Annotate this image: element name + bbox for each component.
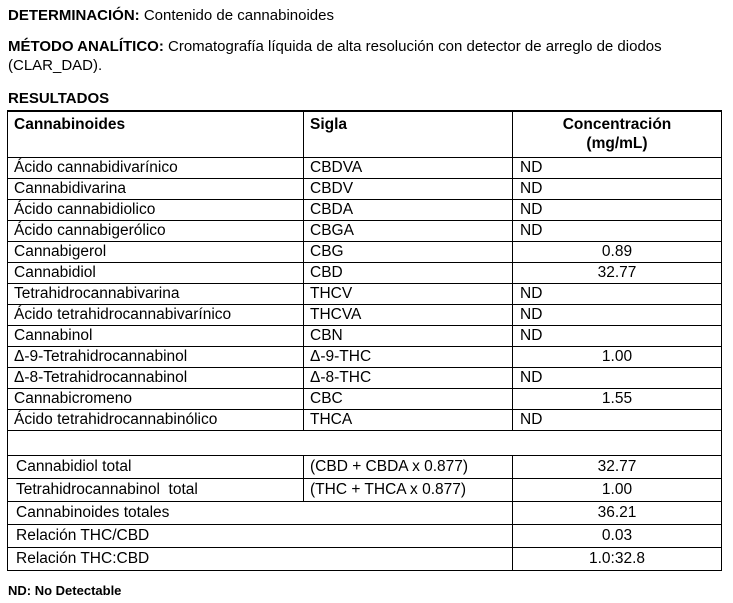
spacer-row — [8, 431, 722, 456]
cannabinoid-name: Ácido cannabigerólico — [8, 221, 304, 242]
relacion2-label: Relación THC:CBD — [8, 548, 513, 571]
cannabinoid-sigla: Δ-9-THC — [304, 347, 513, 368]
determinacion-line — [8, 6, 334, 25]
cannabinoid-sigla: CBGA — [304, 221, 513, 242]
cannabinoid-sigla: CBN — [304, 326, 513, 347]
cannabinoid-name: Ácido tetrahidrocannabinólico — [8, 410, 304, 431]
cannabinoid-concentration: ND — [513, 179, 722, 200]
metodo-line — [8, 37, 724, 75]
thc-total-label: Tetrahidrocannabinol total — [8, 479, 304, 502]
header-concentracion-label: Concentración — [562, 116, 672, 133]
cannabinoid-name: Cannabidivarina — [8, 179, 304, 200]
totales-value: 36.21 — [513, 502, 722, 525]
cannabinoid-name: Cannabinol — [8, 326, 304, 347]
header-cannabinoides: Cannabinoides — [8, 111, 304, 158]
cannabinoid-name: Δ-9-Tetrahidrocannabinol — [8, 347, 304, 368]
cannabinoid-name: Cannabidiol — [8, 263, 304, 284]
cbd-total-label: Cannabidiol total — [8, 456, 304, 479]
thc-total-formula: (THC + THCA x 0.877) — [304, 479, 513, 502]
relacion2-value: 1.0:32.8 — [513, 548, 722, 571]
table-row — [8, 284, 722, 305]
summary-row-thc-total — [8, 479, 722, 502]
cannabinoid-concentration: ND — [513, 158, 722, 179]
cannabinoid-sigla: Δ-8-THC — [304, 368, 513, 389]
table-row — [8, 242, 722, 263]
table-row — [8, 179, 722, 200]
cannabinoid-concentration: 0.89 — [513, 242, 722, 263]
table-row — [8, 263, 722, 284]
relacion1-label: Relación THC/CBD — [8, 525, 513, 548]
determinacion-value: Contenido de cannabinoides — [139, 7, 334, 24]
determinacion-label: DETERMINACIÓN: — [8, 7, 140, 24]
cannabinoid-concentration: ND — [513, 200, 722, 221]
cannabinoid-sigla: THCVA — [304, 305, 513, 326]
resultados-title: RESULTADOS — [8, 90, 110, 107]
cbd-total-value: 32.77 — [513, 456, 722, 479]
summary-row-totales — [8, 502, 722, 525]
cannabinoid-concentration: 32.77 — [513, 263, 722, 284]
results-table — [7, 110, 722, 571]
footnote: ND: No Detectable — [8, 583, 122, 598]
thc-total-value: 1.00 — [513, 479, 722, 502]
cannabinoid-name: Ácido cannabidiolico — [8, 200, 304, 221]
cannabinoid-sigla: CBC — [304, 389, 513, 410]
header-concentracion-unit: (mg/mL) — [586, 135, 648, 152]
cannabinoid-concentration: ND — [513, 326, 722, 347]
summary-row-relacion-colon — [8, 548, 722, 571]
cannabinoid-sigla: CBDV — [304, 179, 513, 200]
header-sigla: Sigla — [304, 111, 513, 158]
cannabinoid-concentration: 1.00 — [513, 347, 722, 368]
cannabinoid-name: Ácido tetrahidrocannabivarínico — [8, 305, 304, 326]
metodo-label: MÉTODO ANALÍTICO: — [8, 38, 164, 55]
table-row — [8, 389, 722, 410]
cannabinoid-sigla: CBDA — [304, 200, 513, 221]
table-row — [8, 221, 722, 242]
table-row — [8, 368, 722, 389]
table-row — [8, 158, 722, 179]
cannabinoid-concentration: ND — [513, 221, 722, 242]
cannabinoid-name: Ácido cannabidivarínico — [8, 158, 304, 179]
summary-row-cbd-total — [8, 456, 722, 479]
cannabinoid-sigla: CBG — [304, 242, 513, 263]
relacion1-value: 0.03 — [513, 525, 722, 548]
cbd-total-formula: (CBD + CBDA x 0.877) — [304, 456, 513, 479]
cannabinoid-sigla: CBD — [304, 263, 513, 284]
cannabinoid-concentration: ND — [513, 305, 722, 326]
table-row — [8, 200, 722, 221]
cannabinoid-name: Cannabigerol — [8, 242, 304, 263]
metodo-value: Cromatografía líquida de alta resolución con detector de arreglo de diodos (CLAR_DAD). — [8, 38, 662, 74]
cannabinoid-concentration: 1.55 — [513, 389, 722, 410]
cannabinoid-sigla: THCA — [304, 410, 513, 431]
cannabinoid-sigla: CBDVA — [304, 158, 513, 179]
cannabinoid-concentration: ND — [513, 284, 722, 305]
table-row — [8, 410, 722, 431]
summary-row-relacion-slash — [8, 525, 722, 548]
table-row — [8, 347, 722, 368]
cannabinoid-concentration: ND — [513, 368, 722, 389]
cannabinoid-concentration: ND — [513, 410, 722, 431]
cannabinoid-name: Δ-8-Tetrahidrocannabinol — [8, 368, 304, 389]
cannabinoid-name: Tetrahidrocannabivarina — [8, 284, 304, 305]
totales-label: Cannabinoides totales — [8, 502, 513, 525]
table-row — [8, 305, 722, 326]
cannabinoid-name: Cannabicromeno — [8, 389, 304, 410]
table-row — [8, 326, 722, 347]
cannabinoid-sigla: THCV — [304, 284, 513, 305]
table-header-row — [8, 111, 722, 158]
header-concentracion — [513, 111, 722, 158]
